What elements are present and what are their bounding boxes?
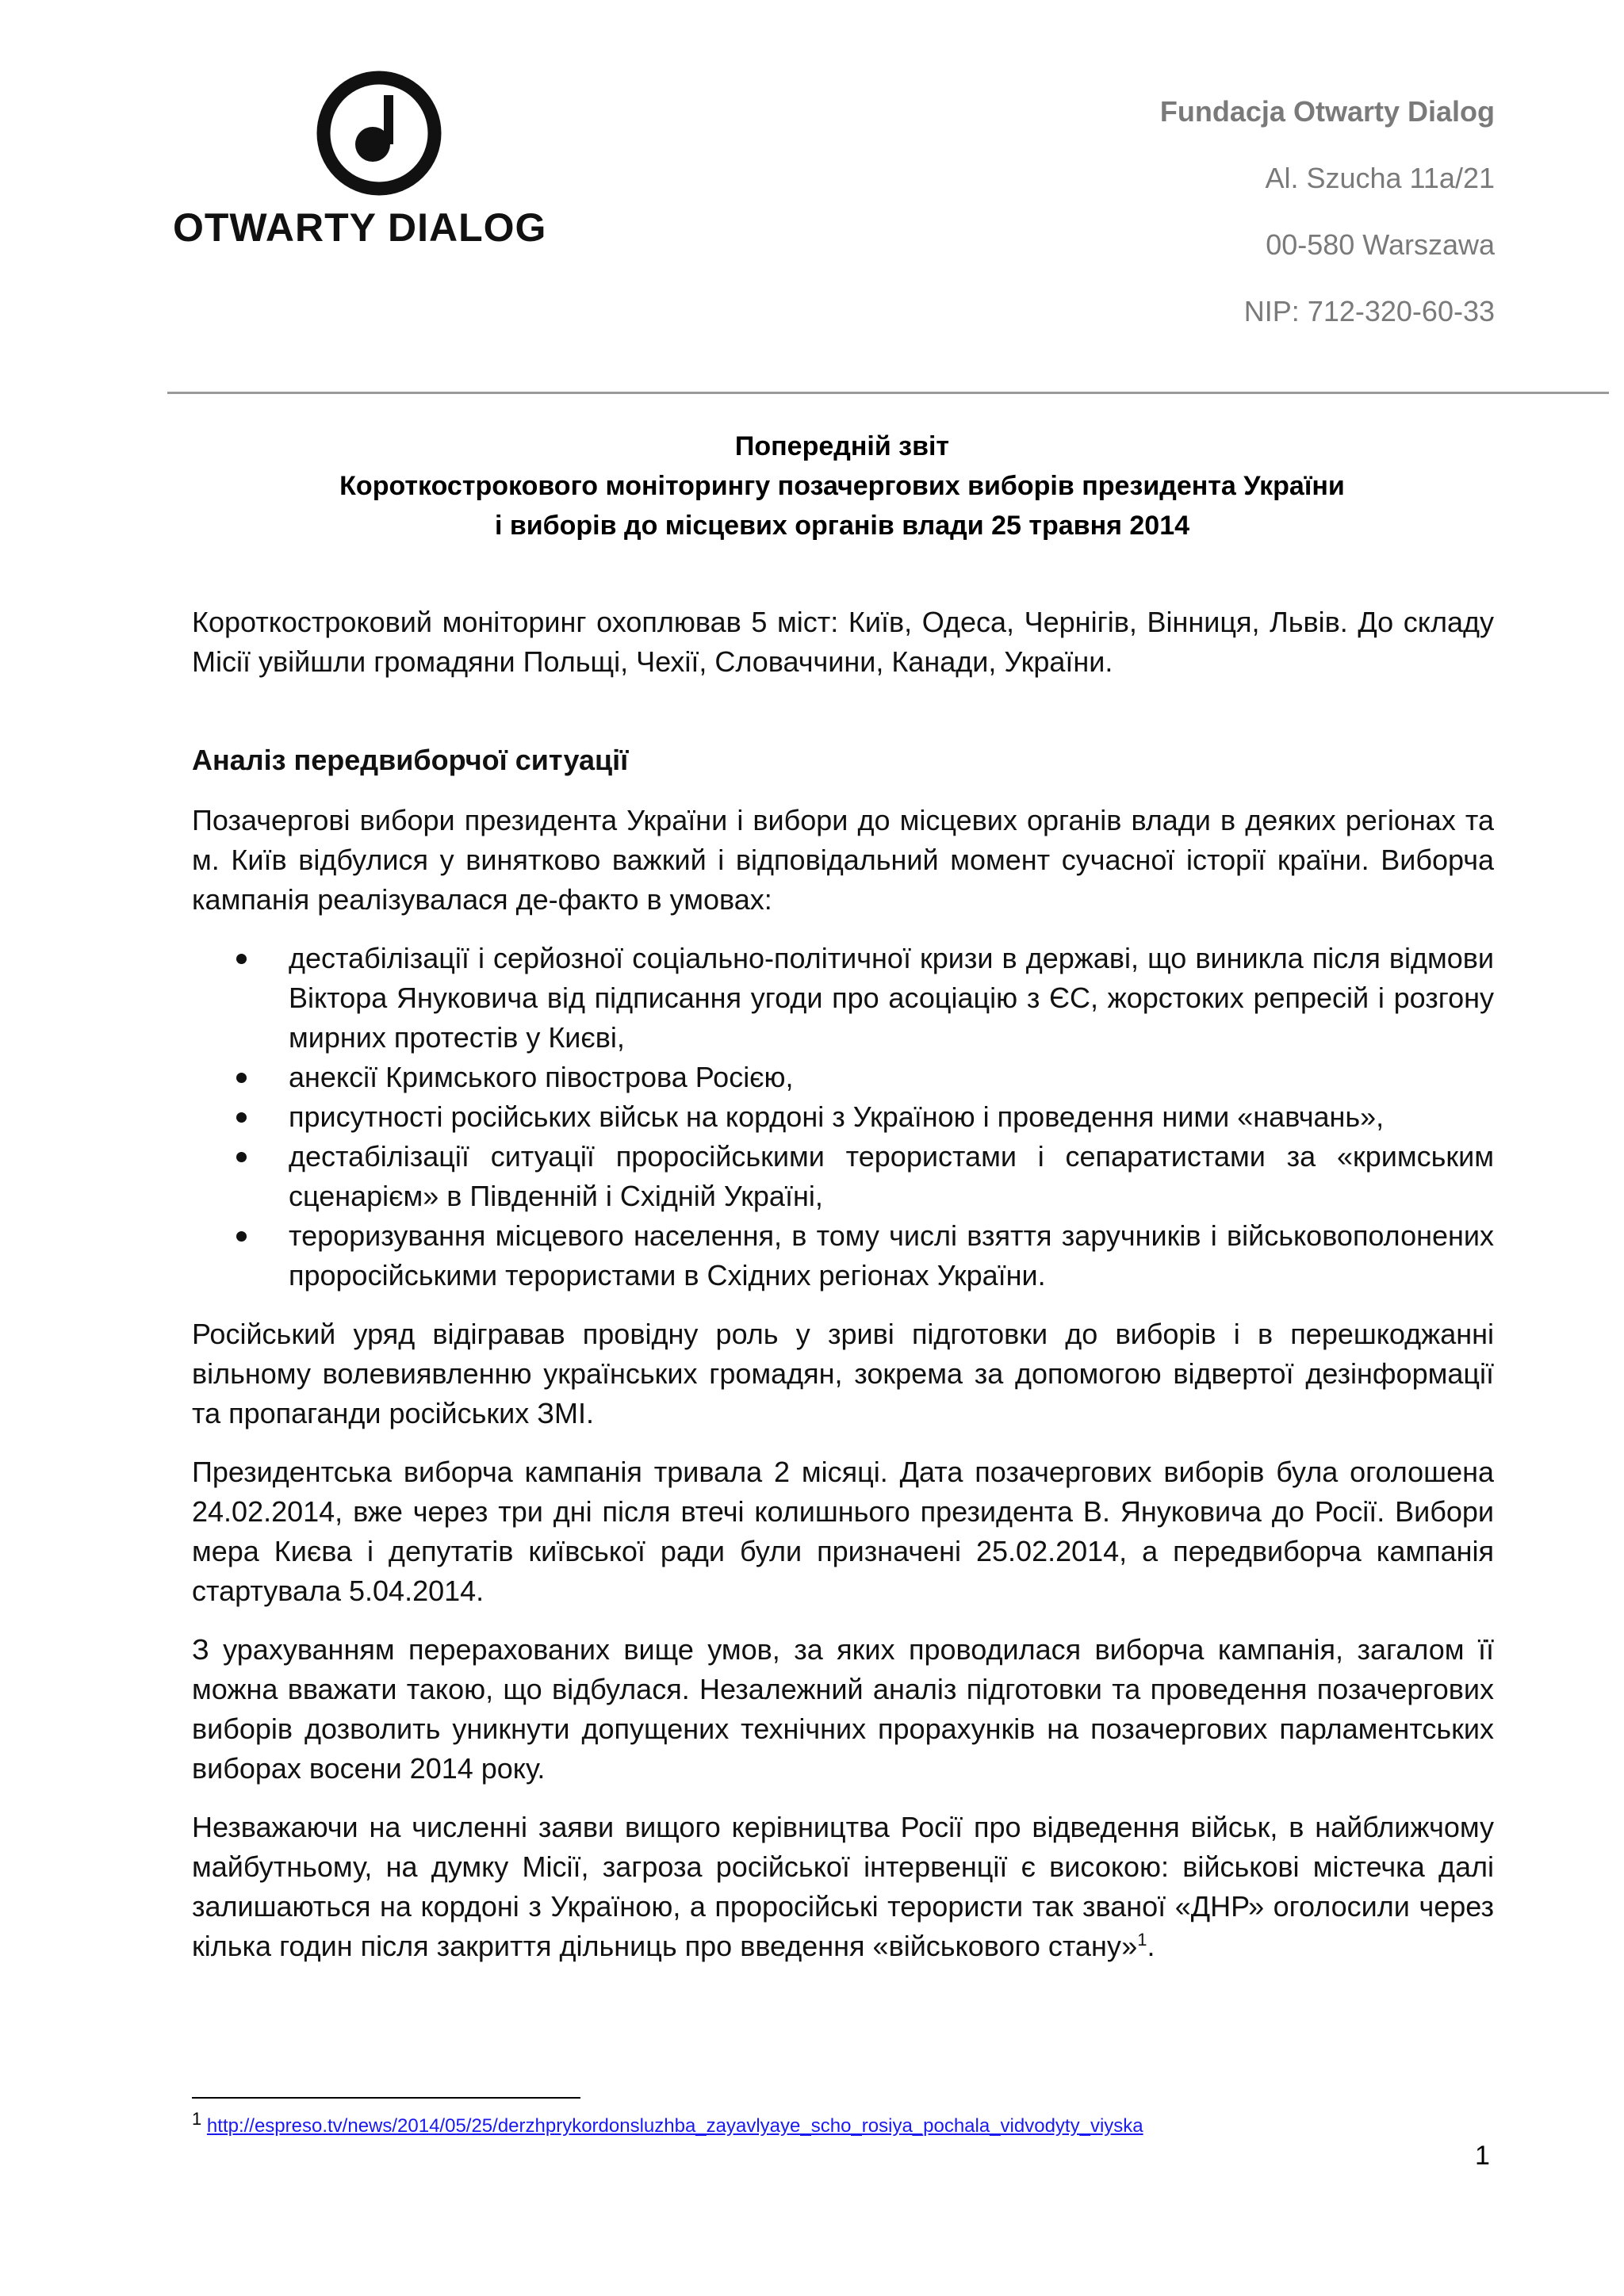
organization-name: Fundacja Otwarty Dialog [1159,95,1495,128]
footnote-separator [192,2097,580,2099]
tax-id: NIP: 712-320-60-33 [1243,295,1495,327]
section-heading: Аналіз передвиборчої ситуації [192,744,629,776]
document-body [192,603,1494,1985]
conditions-list [192,939,1494,1295]
address-city: 00-580 Warszawa [1266,228,1495,261]
intro-paragraph: Короткостроковий моніторинг охоплював 5 міст: Київ, Одеса, Чернігів, Вінниця, Львів. До складу Місії увійшли громадяни Польщі, Чехії, Словаччини, Канади, України. [192,606,1494,678]
footnote-link[interactable]: http://espreso.tv/news/2014/05/25/derzhprykordonsluzhba_zayavlyaye_scho_rosiya_pochala_vidvodyty_viyska [206,2115,1143,2137]
section-paragraph-3: Президентська виборча кампанія тривала 2 місяці. Дата позачергових виборів була оголошена 24.02.2014, вже через три дні після втечі колишнього президента В. Януковича до Росії. Вибори мера Києва і депутатів київської ради були призначені 25.02.2014, а передвиборча кампанія стартувала 5.04.2014. [192,1456,1494,1607]
section-paragraph-2: Російський уряд відігравав провідну роль у зриві підготовки до виборів і в перешкоджанні вільному волевиявленню українських громадян, зокрема за допомогою відвертої дезінформації та пропаганди російських ЗМІ. [192,1318,1494,1429]
address-street: Al. Szucha 11a/21 [1265,162,1495,194]
list-item: тероризування місцевого населення, в тому числі взяття заручників і військовополонених проросійськими терористами в Східних регіонах України. [289,1216,1494,1295]
section-paragraph-5 [192,1808,1494,1966]
title-line-1: Попередній звіт [734,431,950,461]
page-number: 1 [1475,2141,1490,2171]
document-title [192,427,1492,545]
organization-address-block [1160,92,1495,358]
logo [173,70,585,260]
paragraph-5-end: . [1147,1930,1155,1962]
title-line-3: і виборів до місцевих органів влади 25 травня 2014 [494,511,1190,541]
otwarty-dialog-logo-icon [316,70,442,197]
list-item: дестабілізації ситуації проросійськими терористами і сепаратистами за «кримським сценарієм» в Південній і Східній Україні, [289,1137,1494,1216]
list-item: присутності російських військ на кордоні з Україною і проведення ними «навчань», [289,1097,1494,1137]
section-paragraph-1: Позачергові вибори президента України і вибори до місцевих органів влади в деяких регіонах та м. Київ відбулися у винятково важкий і відповідальний момент сучасної історії країни. Виборча кампанія реалізувалася де-факто в умовах: [192,804,1494,916]
section-paragraph-4: З урахуванням перерахованих вище умов, за яких проводилася виборча кампанія, загалом її можна вважати такою, що відбулася. Незалежний аналіз підготовки та проведення позачергових виборів дозволить уникнути допущених технічних прорахунків на позачергових парламентських виборах восени 2014 року. [192,1633,1494,1785]
paragraph-5-text: Незважаючи на численні заяви вищого керівництва Росії про відведення військ, в найближчому майбутньому, на думку Місії, загроза російської інтервенції є високою: військові містечка далі залишаються на кордоні з Україною, а проросійські терористи так званої «ДНР» оголосили через кілька годин після закриття дільниць про введення «військового стану» [192,1811,1494,1962]
footnote [192,2109,1143,2137]
header-divider [167,392,1609,394]
footnote-reference[interactable]: 1 [1137,1930,1147,1950]
footnote-marker: 1 [192,2109,202,2129]
title-line-2: Короткострокового моніторингу позачергових виборів президента України [339,471,1345,501]
list-item: дестабілізації і серйозної соціально-політичної кризи в державі, що виникла після відмови Віктора Януковича від підписання угоди про асоціацію з ЄС, жорстоких репресій і розгону мирних протестів у Києві, [289,939,1494,1058]
list-item: анексії Кримського півострова Росією, [289,1058,1494,1097]
logo-text: OTWARTY DIALOG [173,205,547,250]
